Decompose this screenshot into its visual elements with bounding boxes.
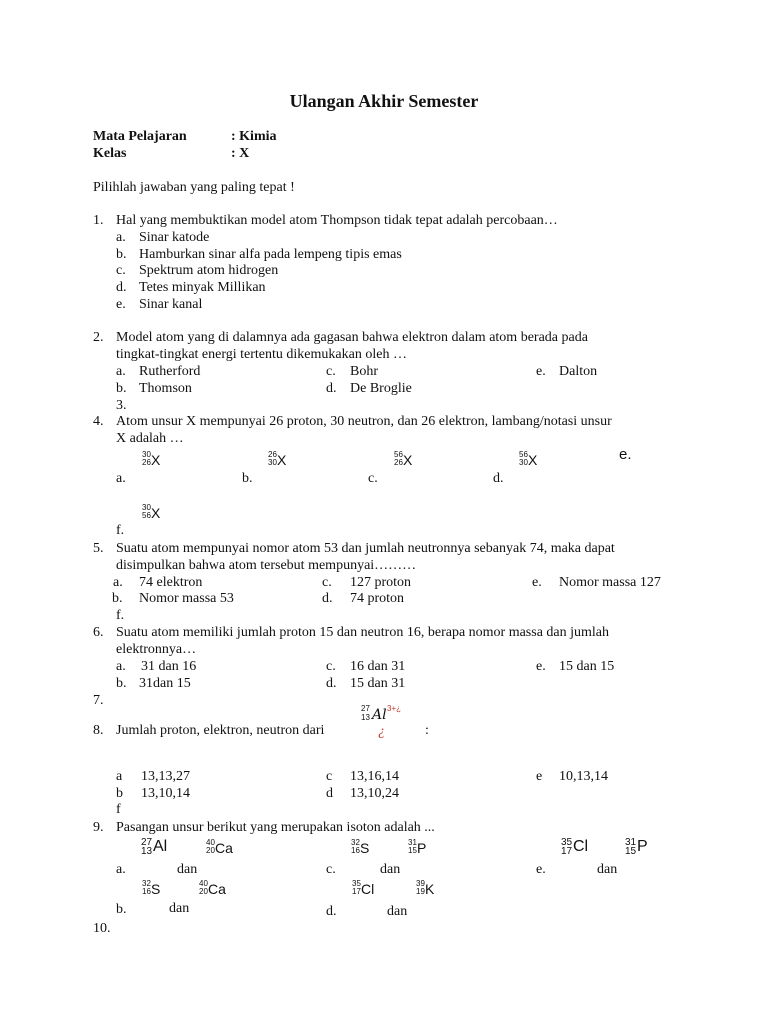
subject-value: : Kimia — [231, 129, 277, 144]
option-letter: e — [536, 769, 543, 784]
option-letter: d. — [326, 381, 337, 396]
option-letter: a. — [113, 575, 123, 590]
option-text: 74 elektron — [139, 575, 203, 590]
element-symbol: K — [425, 881, 435, 897]
atomic-number: 26 — [394, 458, 403, 467]
atomic-number: 30 — [519, 458, 528, 467]
mass-number: 56 — [519, 450, 528, 459]
class-label: Kelas — [93, 146, 127, 161]
option-text: Bohr — [350, 364, 378, 379]
question-number: 4. — [93, 414, 104, 429]
option-letter: a. — [116, 364, 126, 379]
question-text: elektronnya… — [116, 642, 197, 657]
option-letter: b. — [116, 247, 127, 262]
question-number: 1. — [93, 213, 104, 228]
option-letter: c — [326, 769, 333, 784]
question-text: disimpulkan bahwa atom tersebut mempunyai……… — [116, 558, 417, 573]
option-letter: c. — [368, 471, 378, 486]
option-text: 10,13,14 — [559, 769, 608, 784]
option-text: Spektrum atom hidrogen — [139, 263, 279, 278]
mass-number: 56 — [394, 450, 403, 459]
option-letter: c. — [326, 862, 336, 877]
mass-number: 32 — [351, 838, 360, 847]
option-letter: b. — [116, 381, 127, 396]
element-symbol: Ca — [215, 840, 233, 856]
atomic-number: 17 — [352, 887, 361, 896]
ion-mass-number: 27 — [361, 704, 370, 713]
atomic-number: 15 — [625, 846, 637, 857]
element-symbol: P — [417, 840, 427, 856]
mass-number: 32 — [142, 879, 151, 888]
option-text: Rutherford — [139, 364, 201, 379]
option-letter: e. — [536, 659, 546, 674]
element-symbol: Cl — [361, 881, 375, 897]
question-number: 2. — [93, 330, 104, 345]
option-text: Dalton — [559, 364, 598, 379]
atomic-number: 17 — [561, 846, 573, 857]
option-letter: e. — [536, 862, 546, 877]
option-letter: e. — [536, 364, 546, 379]
option-text: 31dan 15 — [139, 676, 191, 691]
mass-number: 31 — [625, 837, 637, 848]
mass-number: 39 — [416, 879, 425, 888]
mass-number: 26 — [268, 450, 277, 459]
atomic-number: 20 — [199, 887, 208, 896]
option-text: Hamburkan sinar alfa pada lempeng tipis emas — [139, 247, 402, 262]
option-letter: f. — [116, 608, 125, 623]
option-letter: d. — [322, 591, 333, 606]
element-symbol: P — [637, 838, 648, 855]
ion-symbol: Al — [372, 707, 387, 723]
atomic-number: 13 — [141, 846, 153, 857]
option-letter: a. — [116, 230, 126, 245]
mass-number: 31 — [408, 838, 417, 847]
mass-number: 30 — [142, 450, 151, 459]
option-letter: b. — [116, 676, 127, 691]
ion-charge: 3+¿ — [387, 704, 402, 713]
element-symbol: X — [277, 452, 287, 468]
option-text: Sinar kanal — [139, 297, 203, 312]
option-letter: a. — [116, 659, 126, 674]
and-word: dan — [169, 901, 190, 916]
option-letter: c. — [326, 364, 336, 379]
option-text: 13,16,14 — [350, 769, 399, 784]
option-text: 16 dan 31 — [350, 659, 406, 674]
option-letter: b. — [116, 902, 127, 917]
mass-number: 35 — [561, 837, 573, 848]
instruction: Pilihlah jawaban yang paling tepat ! — [93, 180, 295, 195]
ion-mark: ¿ — [378, 724, 385, 739]
option-text: 13,13,27 — [141, 769, 190, 784]
option-letter: a — [116, 769, 123, 784]
atomic-number: 16 — [142, 887, 151, 896]
question-text: Suatu atom mempunyai nomor atom 53 dan jumlah neutronnya sebanyak 74, maka dapat — [116, 541, 615, 556]
atomic-number: 56 — [142, 511, 151, 520]
and-word: dan — [387, 904, 408, 919]
option-letter: d. — [326, 676, 337, 691]
option-letter: d. — [493, 471, 504, 486]
element-symbol: X — [528, 452, 538, 468]
ion-atomic-number: 13 — [361, 713, 370, 722]
option-letter: d. — [116, 280, 127, 295]
element-symbol: Al — [153, 838, 168, 855]
atomic-number: 30 — [268, 458, 277, 467]
question-text: Model atom yang di dalamnya ada gagasan bahwa elektron dalam atom berada pada — [116, 330, 588, 345]
option-letter: b. — [242, 471, 253, 486]
subject-label: Mata Pelajaran — [93, 129, 187, 144]
atomic-number: 16 — [351, 846, 360, 855]
option-letter: e. — [532, 575, 542, 590]
question-text: tingkat-tingkat energi tertentu dikemukakan oleh … — [116, 347, 407, 362]
question-number: 6. — [93, 625, 104, 640]
question-number: 5. — [93, 541, 104, 556]
option-text: De Broglie — [350, 381, 412, 396]
option-text: Tetes minyak Millikan — [139, 280, 266, 295]
and-word: dan — [380, 862, 401, 877]
option-letter: b — [116, 786, 123, 801]
element-symbol: S — [151, 881, 161, 897]
question-text: Atom unsur X mempunyai 26 proton, 30 neutron, dan 26 elektron, lambang/notasi unsur — [116, 414, 612, 429]
mass-number: 27 — [141, 837, 153, 848]
option-letter: d. — [326, 904, 337, 919]
option-letter: f — [116, 802, 121, 817]
element-symbol: S — [360, 840, 370, 856]
question-text: Pasangan unsur berikut yang merupakan isoton adalah ... — [116, 820, 435, 835]
element-symbol: Ca — [208, 881, 226, 897]
question-3-number: 3. — [116, 398, 127, 413]
option-text: 127 proton — [350, 575, 412, 590]
option-text: Thomson — [139, 381, 192, 396]
page-title: Ulangan Akhir Semester — [289, 91, 479, 111]
and-word: dan — [177, 862, 198, 877]
colon: : — [425, 723, 429, 738]
option-letter: d — [326, 786, 333, 801]
option-text: 13,10,24 — [350, 786, 399, 801]
question-number: 9. — [93, 820, 104, 835]
question-text: X adalah … — [116, 431, 184, 446]
question-text: Suatu atom memiliki jumlah proton 15 dan neutron 16, berapa nomor massa dan jumlah — [116, 625, 610, 640]
question-number: 8. — [93, 723, 104, 738]
mass-number: 40 — [199, 879, 208, 888]
element-symbol: X — [151, 505, 161, 521]
option-text: 15 dan 15 — [559, 659, 615, 674]
element-symbol: X — [403, 452, 413, 468]
option-text: Sinar katode — [139, 230, 210, 245]
mass-number: 40 — [206, 838, 215, 847]
mass-number: 35 — [352, 879, 361, 888]
and-word: dan — [597, 862, 618, 877]
option-letter: e. — [619, 446, 632, 463]
option-text: 15 dan 31 — [350, 676, 406, 691]
question-10-number: 10. — [93, 921, 111, 936]
option-letter: b. — [112, 591, 123, 606]
option-letter: c. — [116, 263, 126, 278]
option-text: 74 proton — [350, 591, 405, 606]
option-letter: c. — [326, 659, 336, 674]
option-text: 31 dan 16 — [141, 659, 197, 674]
option-letter: c. — [322, 575, 332, 590]
option-text: Nomor massa 127 — [559, 575, 661, 590]
option-letter: a. — [116, 862, 126, 877]
question-text: Hal yang membuktikan model atom Thompson tidak tepat adalah percobaan… — [116, 213, 558, 228]
atomic-number: 26 — [142, 458, 151, 467]
option-letter: e. — [116, 297, 126, 312]
option-text: Nomor massa 53 — [139, 591, 234, 606]
option-letter: a. — [116, 471, 126, 486]
question-7-number: 7. — [93, 693, 104, 708]
option-letter: f. — [116, 523, 125, 538]
class-value: : X — [231, 146, 250, 161]
atomic-number: 15 — [408, 846, 417, 855]
mass-number: 30 — [142, 503, 151, 512]
question-text: Jumlah proton, elektron, neutron dari — [116, 723, 325, 738]
element-symbol: Cl — [573, 838, 589, 855]
option-text: 13,10,14 — [141, 786, 190, 801]
element-symbol: X — [151, 452, 161, 468]
atomic-number: 20 — [206, 846, 215, 855]
atomic-number: 19 — [416, 887, 425, 896]
